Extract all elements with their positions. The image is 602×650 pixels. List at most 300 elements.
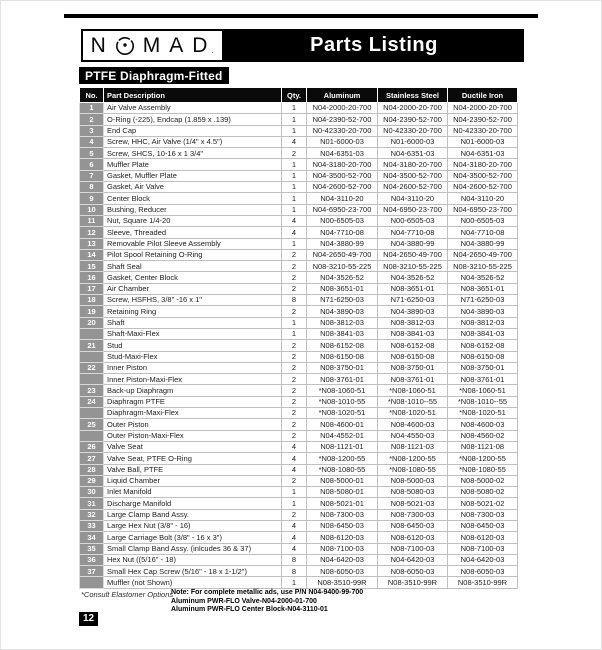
part-description: Large Carriage Bolt (3/8" - 16 x 3") xyxy=(104,532,282,543)
row-number: 23 xyxy=(80,385,104,396)
quantity: 2 xyxy=(282,283,307,294)
part-number-stainless: N08-4600-03 xyxy=(378,419,448,430)
part-number-stainless: N04-4550-03 xyxy=(378,430,448,441)
row-number: 17 xyxy=(80,283,104,294)
parts-table xyxy=(79,87,518,589)
quantity: 1 xyxy=(282,317,307,328)
part-number-stainless: N04-3110-20 xyxy=(378,193,448,204)
part-number-stainless: N08-5021-03 xyxy=(378,498,448,509)
part-number-ductile: N08-5080-02 xyxy=(448,487,518,498)
row-number: 11 xyxy=(80,215,104,226)
part-number-ductile: N08-7100-03 xyxy=(448,543,518,554)
part-description: Valve Ball, PTFE xyxy=(104,464,282,475)
table-row xyxy=(80,182,518,193)
part-description: Screw, HHC, Air Valve (1/4" x 4.5") xyxy=(104,136,282,147)
column-header-ductile: Ductile Iron xyxy=(448,88,518,103)
part-number-ductile: N71-6250-03 xyxy=(448,295,518,306)
part-description: Muffler (not Shown) xyxy=(104,577,282,588)
part-number-ductile: N04-2600-52-700 xyxy=(448,182,518,193)
table-row xyxy=(80,295,518,306)
table-row xyxy=(80,125,518,136)
part-number-ductile: *N08-1080-55 xyxy=(448,464,518,475)
part-description: Shaft-Maxi-Flex xyxy=(104,328,282,339)
table-row xyxy=(80,114,518,125)
part-number-ductile: N08-4600-03 xyxy=(448,419,518,430)
part-description: Liquid Chamber xyxy=(104,475,282,486)
table-row xyxy=(80,204,518,215)
quantity: 4 xyxy=(282,136,307,147)
quantity: 1 xyxy=(282,193,307,204)
part-description: Gasket, Air Valve xyxy=(104,182,282,193)
quantity: 1 xyxy=(282,204,307,215)
part-number-ductile: N08-6152-08 xyxy=(448,340,518,351)
table-row xyxy=(80,520,518,531)
quantity: 2 xyxy=(282,261,307,272)
table-row xyxy=(80,328,518,339)
row-number: 4 xyxy=(80,136,104,147)
row-number: 13 xyxy=(80,238,104,249)
top-rule xyxy=(64,14,538,18)
part-number-stainless: N08-3210-55-225 xyxy=(378,261,448,272)
part-description: Inner Piston xyxy=(104,362,282,373)
part-number-stainless: N04-6420-03 xyxy=(378,554,448,565)
part-number-aluminum: *N08-1010-55 xyxy=(307,396,378,407)
part-number-aluminum: N04-6420-03 xyxy=(307,554,378,565)
quantity: 1 xyxy=(282,498,307,509)
table-row xyxy=(80,475,518,486)
row-number: 3 xyxy=(80,125,104,136)
part-description: Inlet Manifold xyxy=(104,487,282,498)
part-number-aluminum: N08-6152-08 xyxy=(307,340,378,351)
part-description: Outer Piston-Maxi-Flex xyxy=(104,430,282,441)
part-number-stainless: N04-3880-99 xyxy=(378,238,448,249)
row-number xyxy=(80,328,104,339)
part-number-ductile: N04-3526-52 xyxy=(448,272,518,283)
table-row xyxy=(80,238,518,249)
quantity: 2 xyxy=(282,340,307,351)
part-number-ductile: N04-6420-03 xyxy=(448,554,518,565)
row-number: 22 xyxy=(80,362,104,373)
quantity: 4 xyxy=(282,532,307,543)
table-row xyxy=(80,566,518,577)
page-number: 12 xyxy=(79,612,98,626)
quantity: 1 xyxy=(282,238,307,249)
part-description: O-Ring (-225), Endcap (1.859 x .139) xyxy=(104,114,282,125)
row-number xyxy=(80,351,104,362)
quantity: 1 xyxy=(282,182,307,193)
part-number-aluminum: N08-3750-01 xyxy=(307,362,378,373)
part-number-aluminum: *N08-1020-51 xyxy=(307,408,378,419)
row-number: 2 xyxy=(80,114,104,125)
quantity: 8 xyxy=(282,566,307,577)
logo-o-icon xyxy=(114,35,136,57)
part-description: Diaphragm PTFE xyxy=(104,396,282,407)
quantity: 2 xyxy=(282,509,307,520)
part-number-aluminum: N01-6000-03 xyxy=(307,136,378,147)
part-number-ductile: N01-6000-03 xyxy=(448,136,518,147)
table-row xyxy=(80,577,518,588)
row-number: 28 xyxy=(80,464,104,475)
parts-table-wrap xyxy=(79,87,517,589)
part-description: Gasket, Center Block xyxy=(104,272,282,283)
part-description: Back-up Diaphragm xyxy=(104,385,282,396)
row-number: 10 xyxy=(80,204,104,215)
part-number-aluminum: N08-5080-01 xyxy=(307,487,378,498)
part-number-aluminum: N04-7710-08 xyxy=(307,227,378,238)
part-number-ductile: *N08-1010--55 xyxy=(448,396,518,407)
part-number-aluminum: N08-3812-03 xyxy=(307,317,378,328)
part-description: Diaphragm-Maxi-Flex xyxy=(104,408,282,419)
quantity: 1 xyxy=(282,577,307,588)
logo-letter-n: N xyxy=(90,34,107,57)
part-number-ductile: N08-6450-03 xyxy=(448,520,518,531)
row-number: 16 xyxy=(80,272,104,283)
note-line: Aluminum PWR-FLO Center Block-N04-3110-01 xyxy=(171,606,328,613)
row-number xyxy=(80,408,104,419)
row-number: 9 xyxy=(80,193,104,204)
table-row xyxy=(80,136,518,147)
row-number: 15 xyxy=(80,261,104,272)
part-number-aluminum: N04-2390-52-700 xyxy=(307,114,378,125)
table-row xyxy=(80,408,518,419)
row-number: 37 xyxy=(80,566,104,577)
part-number-aluminum: N08-3210-55-225 xyxy=(307,261,378,272)
part-number-aluminum: N71-6250-03 xyxy=(307,295,378,306)
table-row xyxy=(80,487,518,498)
part-number-stainless: N04-3500-52-700 xyxy=(378,170,448,181)
row-number xyxy=(80,430,104,441)
logo-trademark-dot: . xyxy=(211,47,215,55)
part-number-aluminum: N08-1121-01 xyxy=(307,441,378,452)
table-row xyxy=(80,453,518,464)
part-number-ductile: N04-2650-49-700 xyxy=(448,249,518,260)
part-number-ductile: N08-4560-02 xyxy=(448,430,518,441)
part-number-aluminum: N08-6050-03 xyxy=(307,566,378,577)
part-number-aluminum: N04-4552-01 xyxy=(307,430,378,441)
part-number-stainless: N08-6152-08 xyxy=(378,340,448,351)
part-number-stainless: N01-6000-03 xyxy=(378,136,448,147)
section-title: PTFE Diaphragm-Fitted xyxy=(79,67,229,84)
quantity: 4 xyxy=(282,464,307,475)
row-number: 8 xyxy=(80,182,104,193)
part-description: Air Chamber xyxy=(104,283,282,294)
part-description: Inner Piston-Maxi-Flex xyxy=(104,374,282,385)
part-number-stainless: *N08-1200-55 xyxy=(378,453,448,464)
part-description: Retaining Ring xyxy=(104,306,282,317)
row-number: 25 xyxy=(80,419,104,430)
part-number-aluminum: N0-42330-20-700 xyxy=(307,125,378,136)
parts-table-body xyxy=(80,103,518,589)
row-number: 29 xyxy=(80,475,104,486)
table-row xyxy=(80,374,518,385)
part-description: Removable Pilot Sleeve Assembly xyxy=(104,238,282,249)
quantity: 4 xyxy=(282,227,307,238)
part-number-stainless: N08-6450-03 xyxy=(378,520,448,531)
row-number: 12 xyxy=(80,227,104,238)
part-description: End Cap xyxy=(104,125,282,136)
quantity: 1 xyxy=(282,114,307,125)
metallic-note-block xyxy=(171,589,363,615)
quantity: 2 xyxy=(282,396,307,407)
row-number: 31 xyxy=(80,498,104,509)
part-number-stainless: N08-3510-99R xyxy=(378,577,448,588)
note-line: Aluminum PWR-FLO Valve-N04-2000-01-700 xyxy=(171,597,317,605)
row-number: 6 xyxy=(80,159,104,170)
quantity: 2 xyxy=(282,408,307,419)
nomad-logo-letters xyxy=(91,35,215,57)
part-number-ductile: N04-2000-20-700 xyxy=(448,103,518,114)
part-number-ductile: N08-6120-03 xyxy=(448,532,518,543)
table-row xyxy=(80,283,518,294)
table-row xyxy=(80,419,518,430)
part-number-ductile: N04-7710-08 xyxy=(448,227,518,238)
row-number: 24 xyxy=(80,396,104,407)
part-description: Bushing, Reducer xyxy=(104,204,282,215)
part-number-aluminum: *N08-1080-55 xyxy=(307,464,378,475)
part-number-stainless: N04-3526-52 xyxy=(378,272,448,283)
part-description: Shaft Seal xyxy=(104,261,282,272)
row-number: 33 xyxy=(80,520,104,531)
part-number-stainless: N04-2650-49-700 xyxy=(378,249,448,260)
table-row xyxy=(80,227,518,238)
part-number-ductile: N08-3812-03 xyxy=(448,317,518,328)
table-row xyxy=(80,464,518,475)
column-header-aluminum: Aluminum xyxy=(307,88,378,103)
quantity: 2 xyxy=(282,430,307,441)
quantity: 4 xyxy=(282,215,307,226)
part-number-stainless: N0-42330-20-700 xyxy=(378,125,448,136)
part-number-aluminum: N04-3110-20 xyxy=(307,193,378,204)
part-description: Valve Seat, PTFE O-Ring xyxy=(104,453,282,464)
table-row xyxy=(80,498,518,509)
part-number-aluminum: N04-3880-99 xyxy=(307,238,378,249)
table-row xyxy=(80,441,518,452)
part-number-stainless: *N08-1080-55 xyxy=(378,464,448,475)
elastomer-footnote: *Consult Elastomer Options xyxy=(81,590,174,599)
table-row xyxy=(80,261,518,272)
quantity: 2 xyxy=(282,374,307,385)
part-number-aluminum: N08-6150-08 xyxy=(307,351,378,362)
quantity: 2 xyxy=(282,475,307,486)
quantity: 4 xyxy=(282,441,307,452)
part-number-aluminum: *N08-1060-51 xyxy=(307,385,378,396)
part-number-stainless: N04-3890-03 xyxy=(378,306,448,317)
quantity: 1 xyxy=(282,328,307,339)
column-header-description: Part Description xyxy=(104,88,282,103)
column-header-no: No. xyxy=(80,88,104,103)
part-number-stainless: N08-7300-03 xyxy=(378,509,448,520)
logo-letter-a: A xyxy=(169,34,185,57)
column-header-qty: Qty. xyxy=(282,88,307,103)
quantity: 2 xyxy=(282,272,307,283)
part-number-ductile: N08-7300-03 xyxy=(448,509,518,520)
part-number-aluminum: N04-3890-03 xyxy=(307,306,378,317)
part-description: Air Valve Assembly xyxy=(104,103,282,114)
part-number-ductile: N08-5021-02 xyxy=(448,498,518,509)
quantity: 2 xyxy=(282,419,307,430)
part-description: Valve Seat xyxy=(104,441,282,452)
part-number-ductile: N08-3210-55-225 xyxy=(448,261,518,272)
part-number-ductile: N04-3500-52-700 xyxy=(448,170,518,181)
part-number-ductile: N04-3110-20 xyxy=(448,193,518,204)
part-number-stainless: N04-7710-08 xyxy=(378,227,448,238)
table-row xyxy=(80,396,518,407)
table-row xyxy=(80,306,518,317)
table-row xyxy=(80,317,518,328)
part-number-ductile: N04-2390-52-700 xyxy=(448,114,518,125)
table-row xyxy=(80,362,518,373)
quantity: 1 xyxy=(282,125,307,136)
part-number-ductile: N04-3890-03 xyxy=(448,306,518,317)
part-number-aluminum: N08-7100-03 xyxy=(307,543,378,554)
row-number: 20 xyxy=(80,317,104,328)
part-number-aluminum: N08-3761-01 xyxy=(307,374,378,385)
part-description: Stud xyxy=(104,340,282,351)
table-row xyxy=(80,148,518,159)
part-number-stainless: N08-3841-03 xyxy=(378,328,448,339)
part-number-ductile: N04-3880-99 xyxy=(448,238,518,249)
part-number-aluminum: N04-6950-23-700 xyxy=(307,204,378,215)
part-description: Pilot Spool Retaining O-Ring xyxy=(104,249,282,260)
part-number-aluminum: N08-7300-03 xyxy=(307,509,378,520)
part-number-aluminum: N04-3500-52-700 xyxy=(307,170,378,181)
part-description: Sleeve, Threaded xyxy=(104,227,282,238)
part-number-stainless: N04-3180-20-700 xyxy=(378,159,448,170)
part-number-stainless: N08-7100-03 xyxy=(378,543,448,554)
row-number: 36 xyxy=(80,554,104,565)
table-row xyxy=(80,351,518,362)
part-description: Center Block xyxy=(104,193,282,204)
part-number-aluminum: N00-6505-03 xyxy=(307,215,378,226)
table-row xyxy=(80,554,518,565)
part-number-ductile: *N08-1020-51 xyxy=(448,408,518,419)
part-number-stainless: N04-2000-20-700 xyxy=(378,103,448,114)
page-title: Parts Listing xyxy=(224,29,524,62)
part-description: Small Hex Cap Screw (5/16" - 18 x 1-1/2") xyxy=(104,566,282,577)
note-line: Note: For complete metallic ads, use P/N N04-9400-99-700 xyxy=(171,589,364,596)
part-number-stainless: N04-2600-52-700 xyxy=(378,182,448,193)
part-number-ductile: N04-6950-23-700 xyxy=(448,204,518,215)
row-number: 1 xyxy=(80,103,104,114)
part-number-ductile: *N08-1060-51 xyxy=(448,385,518,396)
table-row xyxy=(80,272,518,283)
part-description: Screw, SHCS, 10-16 x 1 3/4" xyxy=(104,148,282,159)
table-row xyxy=(80,340,518,351)
part-number-stainless: *N08-1020-51 xyxy=(378,408,448,419)
part-number-stainless: N08-6050-03 xyxy=(378,566,448,577)
row-number: 26 xyxy=(80,441,104,452)
part-number-stainless: N08-1121-03 xyxy=(378,441,448,452)
part-number-stainless: N08-6120-03 xyxy=(378,532,448,543)
row-number: 35 xyxy=(80,543,104,554)
part-number-stainless: N08-5000-03 xyxy=(378,475,448,486)
quantity: 4 xyxy=(282,543,307,554)
column-header-stainless: Stainless Steel xyxy=(378,88,448,103)
quantity: 1 xyxy=(282,487,307,498)
part-description: Large Hex Nut (3/8" - 16) xyxy=(104,520,282,531)
row-number xyxy=(80,577,104,588)
logo-letter-d: D xyxy=(192,34,209,57)
quantity: 1 xyxy=(282,170,307,181)
table-row xyxy=(80,193,518,204)
part-number-ductile: N08-3841-03 xyxy=(448,328,518,339)
row-number: 34 xyxy=(80,532,104,543)
part-number-ductile: N00-6505-03 xyxy=(448,215,518,226)
part-number-aluminum: N04-6351-03 xyxy=(307,148,378,159)
part-number-stainless: N08-6150-08 xyxy=(378,351,448,362)
row-number xyxy=(80,374,104,385)
row-number: 18 xyxy=(80,295,104,306)
part-number-stainless: N08-3812-03 xyxy=(378,317,448,328)
part-description: Gasket, Muffler Plate xyxy=(104,170,282,181)
quantity: 2 xyxy=(282,362,307,373)
quantity: 8 xyxy=(282,295,307,306)
part-number-aluminum: *N08-1200-55 xyxy=(307,453,378,464)
part-number-aluminum: N04-2650-49-700 xyxy=(307,249,378,260)
part-number-ductile: N08-3761-01 xyxy=(448,374,518,385)
part-description: Discharge Manifold xyxy=(104,498,282,509)
row-number: 27 xyxy=(80,453,104,464)
quantity: 4 xyxy=(282,520,307,531)
row-number: 5 xyxy=(80,148,104,159)
quantity: 2 xyxy=(282,385,307,396)
row-number: 19 xyxy=(80,306,104,317)
part-number-stainless: N04-2390-52-700 xyxy=(378,114,448,125)
part-number-ductile: N08-3510-99R xyxy=(448,577,518,588)
quantity: 2 xyxy=(282,249,307,260)
part-number-ductile: N0-42330-20-700 xyxy=(448,125,518,136)
part-number-aluminum: N08-4600-01 xyxy=(307,419,378,430)
quantity: 2 xyxy=(282,306,307,317)
part-number-aluminum: N08-3510-99R xyxy=(307,577,378,588)
part-number-stainless: N08-3651-01 xyxy=(378,283,448,294)
part-description: Small Clamp Band Assy. (inlcudes 36 & 37) xyxy=(104,543,282,554)
part-number-aluminum: N08-6450-03 xyxy=(307,520,378,531)
table-row xyxy=(80,430,518,441)
row-number: 14 xyxy=(80,249,104,260)
table-row xyxy=(80,543,518,554)
quantity: 4 xyxy=(282,453,307,464)
part-number-stainless: N08-3750-01 xyxy=(378,362,448,373)
quantity: 2 xyxy=(282,351,307,362)
part-description: Stud-Maxi-Flex xyxy=(104,351,282,362)
table-row xyxy=(80,103,518,114)
part-number-stainless: N04-6351-03 xyxy=(378,148,448,159)
part-number-ductile: N08-5000-02 xyxy=(448,475,518,486)
row-number: 21 xyxy=(80,340,104,351)
table-row xyxy=(80,249,518,260)
table-header-row xyxy=(80,88,518,103)
table-row xyxy=(80,532,518,543)
part-description: Nut, Square 1/4-20 xyxy=(104,215,282,226)
part-number-ductile: N08-1121-08 xyxy=(448,441,518,452)
part-number-stainless: N08-5080-03 xyxy=(378,487,448,498)
row-number: 7 xyxy=(80,170,104,181)
quantity: 8 xyxy=(282,554,307,565)
row-number: 32 xyxy=(80,509,104,520)
quantity: 1 xyxy=(282,103,307,114)
part-number-aluminum: N04-2000-20-700 xyxy=(307,103,378,114)
part-description: Hex Nut ((5/16" - 18) xyxy=(104,554,282,565)
part-number-stainless: N00-6505-03 xyxy=(378,215,448,226)
part-number-stainless: N04-6950-23-700 xyxy=(378,204,448,215)
part-number-stainless: *N08-1060-51 xyxy=(378,385,448,396)
part-number-ductile: N08-3651-01 xyxy=(448,283,518,294)
part-number-stainless: N71-6250-03 xyxy=(378,295,448,306)
nomad-logo xyxy=(81,29,224,62)
part-number-aluminum: N08-5021-01 xyxy=(307,498,378,509)
part-number-ductile: *N08-1200-55 xyxy=(448,453,518,464)
